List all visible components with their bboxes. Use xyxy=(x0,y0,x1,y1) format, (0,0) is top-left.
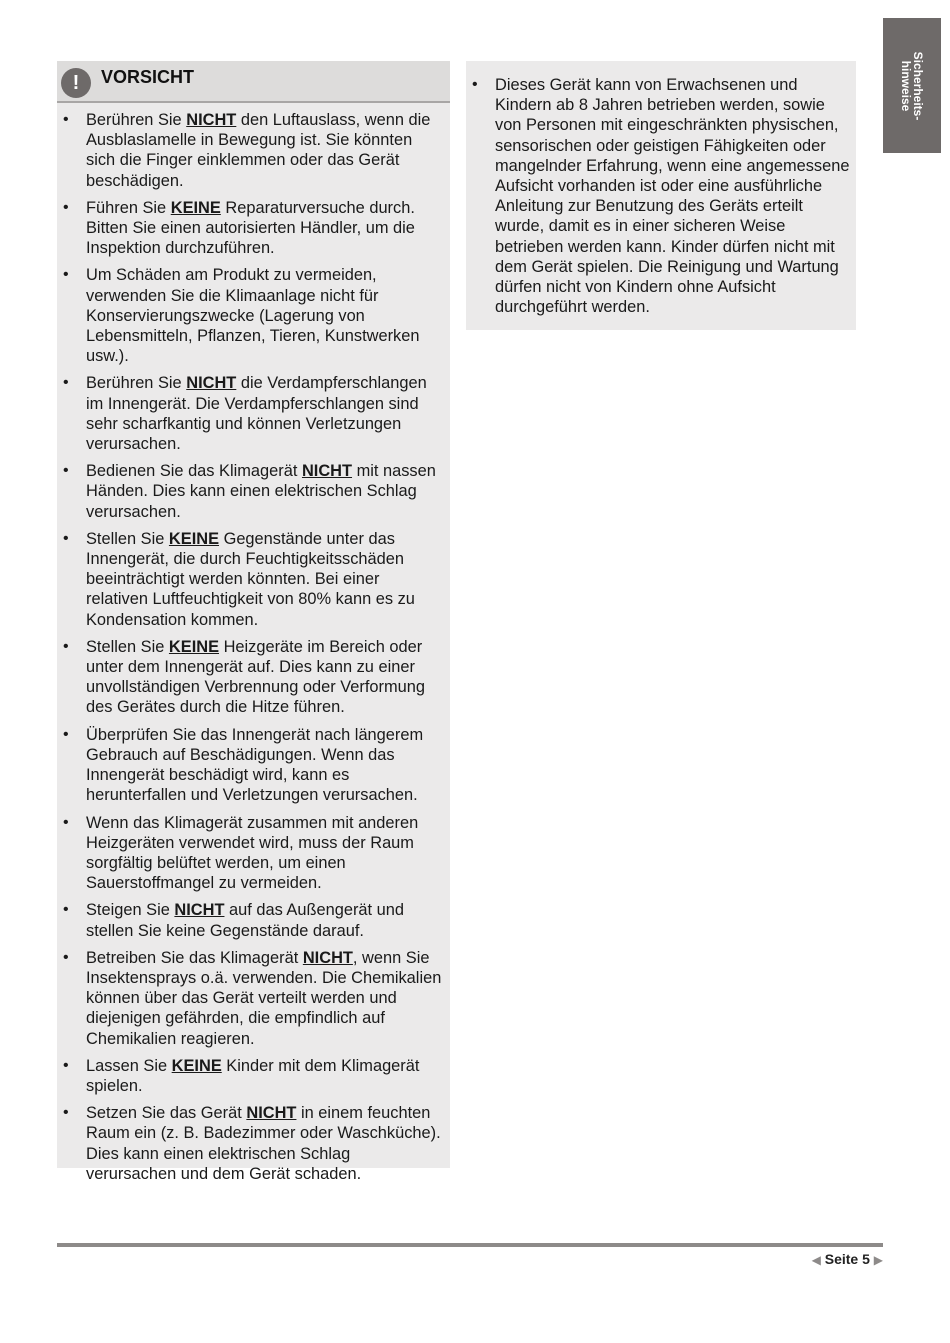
list-item: • Lassen Sie KEINE Kinder mit dem Klimagerät spielen. xyxy=(57,1056,444,1096)
list-item: • Überprüfen Sie das Innengerät nach längerem Gebrauch auf Beschädigungen. Wenn das Innengerät beschädigt wird, kann es herunterfallen und Verletzungen verursachen. xyxy=(57,725,444,806)
info-list xyxy=(466,61,856,317)
list-item: • Setzen Sie das Gerät NICHT in einem feuchten Raum ein (z. B. Badezimmer oder Waschküche). Dies kann einen elektrischen Schlag verursachen und dem Gerät schaden. xyxy=(57,1103,444,1184)
footer-rule xyxy=(57,1243,883,1247)
exclamation-icon: ! xyxy=(61,68,91,98)
list-item: • Führen Sie KEINE Reparaturversuche durch. Bitten Sie einen autorisierten Händler, um die Inspektion durchzuführen. xyxy=(57,198,444,259)
list-item: • Betreiben Sie das Klimagerät NICHT, wenn Sie Insektensprays o.ä. verwenden. Die Chemikalien können über das Gerät verteilt werden und diejenigen gefährden, die empfindlich auf Chemikalien reagieren. xyxy=(57,948,444,1049)
list-item: • Berühren Sie NICHT den Luftauslass, wenn die Ausblaslamelle in Bewegung ist. Sie könnten sich die Finger einklemmen oder das Gerät beschädigen. xyxy=(57,110,444,191)
list-item: • Dieses Gerät kann von Erwachsenen und Kindern ab 8 Jahren betrieben werden, sowie von Personen mit eingeschränkten physischen, sensorischen oder geistigen Fähigkeiten oder mangelnder Erfahrung, wenn eine angemessene Aufsicht vorhanden ist oder eine ausführliche Anleitung zur Benutzung des Geräts erteilt wurde, damit es in einer sicheren Weise betrieben werden kann. Kinder dürfen nicht mit dem Gerät spielen. Die Reinigung und Wartung dürfen nicht von Kindern ohne Aufsicht durchgeführt werden. xyxy=(466,75,850,317)
caution-box xyxy=(57,61,450,1183)
emphasis: NICHT xyxy=(302,948,353,967)
emphasis: NICHT xyxy=(174,901,225,920)
list-item: • Bedienen Sie das Klimagerät NICHT mit nassen Händen. Dies kann einen elektrischen Schlag verursachen. xyxy=(57,461,444,522)
page-navigation xyxy=(812,1250,883,1269)
list-item: • Stellen Sie KEINE Heizgeräte im Bereich oder unter dem Innengerät auf. Dies kann zu einer unvollständigen Verbrennung oder Verformung des Gerätes durch die Hitze führen. xyxy=(57,637,444,718)
page-number: Seite 5 xyxy=(824,1251,870,1267)
info-box xyxy=(466,61,856,330)
emphasis: NICHT xyxy=(301,462,353,481)
list-item: • Um Schäden am Produkt zu vermeiden, verwenden Sie die Klimaanlage nicht für Konservierungszwecke (Lagerung von Lebensmitteln, Pflanzen, Tieren, Kunstwerken usw.). xyxy=(57,265,444,366)
emphasis: KEINE xyxy=(171,1056,222,1075)
emphasis: NICHT xyxy=(246,1104,297,1123)
list-item: • Berühren Sie NICHT die Verdampferschlangen im Innengerät. Die Verdampferschlangen sind sehr scharfkantig und können Verletzungen verursachen. xyxy=(57,373,444,454)
emphasis: NICHT xyxy=(186,111,237,129)
emphasis: KEINE xyxy=(168,529,220,548)
list-item: • Stellen Sie KEINE Gegenstände unter das Innengerät, die durch Feuchtigkeitsschäden beeinträchtigt werden könnten. Bei einer relativen Luftfeuchtigkeit von 80% kann es zu Kondensation kommen. xyxy=(57,529,444,630)
next-page-icon[interactable]: ▶ xyxy=(873,1253,883,1267)
emphasis: KEINE xyxy=(170,198,221,217)
section-tab-label: Sicherheits- hinweise xyxy=(899,51,925,120)
emphasis: NICHT xyxy=(186,374,237,393)
caution-list xyxy=(57,103,450,1184)
caution-header xyxy=(57,61,450,103)
section-tab xyxy=(883,18,941,153)
list-item: • Wenn das Klimagerät zusammen mit anderen Heizgeräten verwendet wird, muss der Raum sorgfältig belüftet werden, um einen Sauerstoffmangel zu vermeiden. xyxy=(57,813,444,894)
prev-page-icon[interactable]: ◀ xyxy=(811,1253,821,1267)
caution-title: VORSICHT xyxy=(101,67,195,87)
emphasis: KEINE xyxy=(168,637,220,656)
list-item: • Steigen Sie NICHT auf das Außengerät und stellen Sie keine Gegenstände darauf. xyxy=(57,900,444,940)
